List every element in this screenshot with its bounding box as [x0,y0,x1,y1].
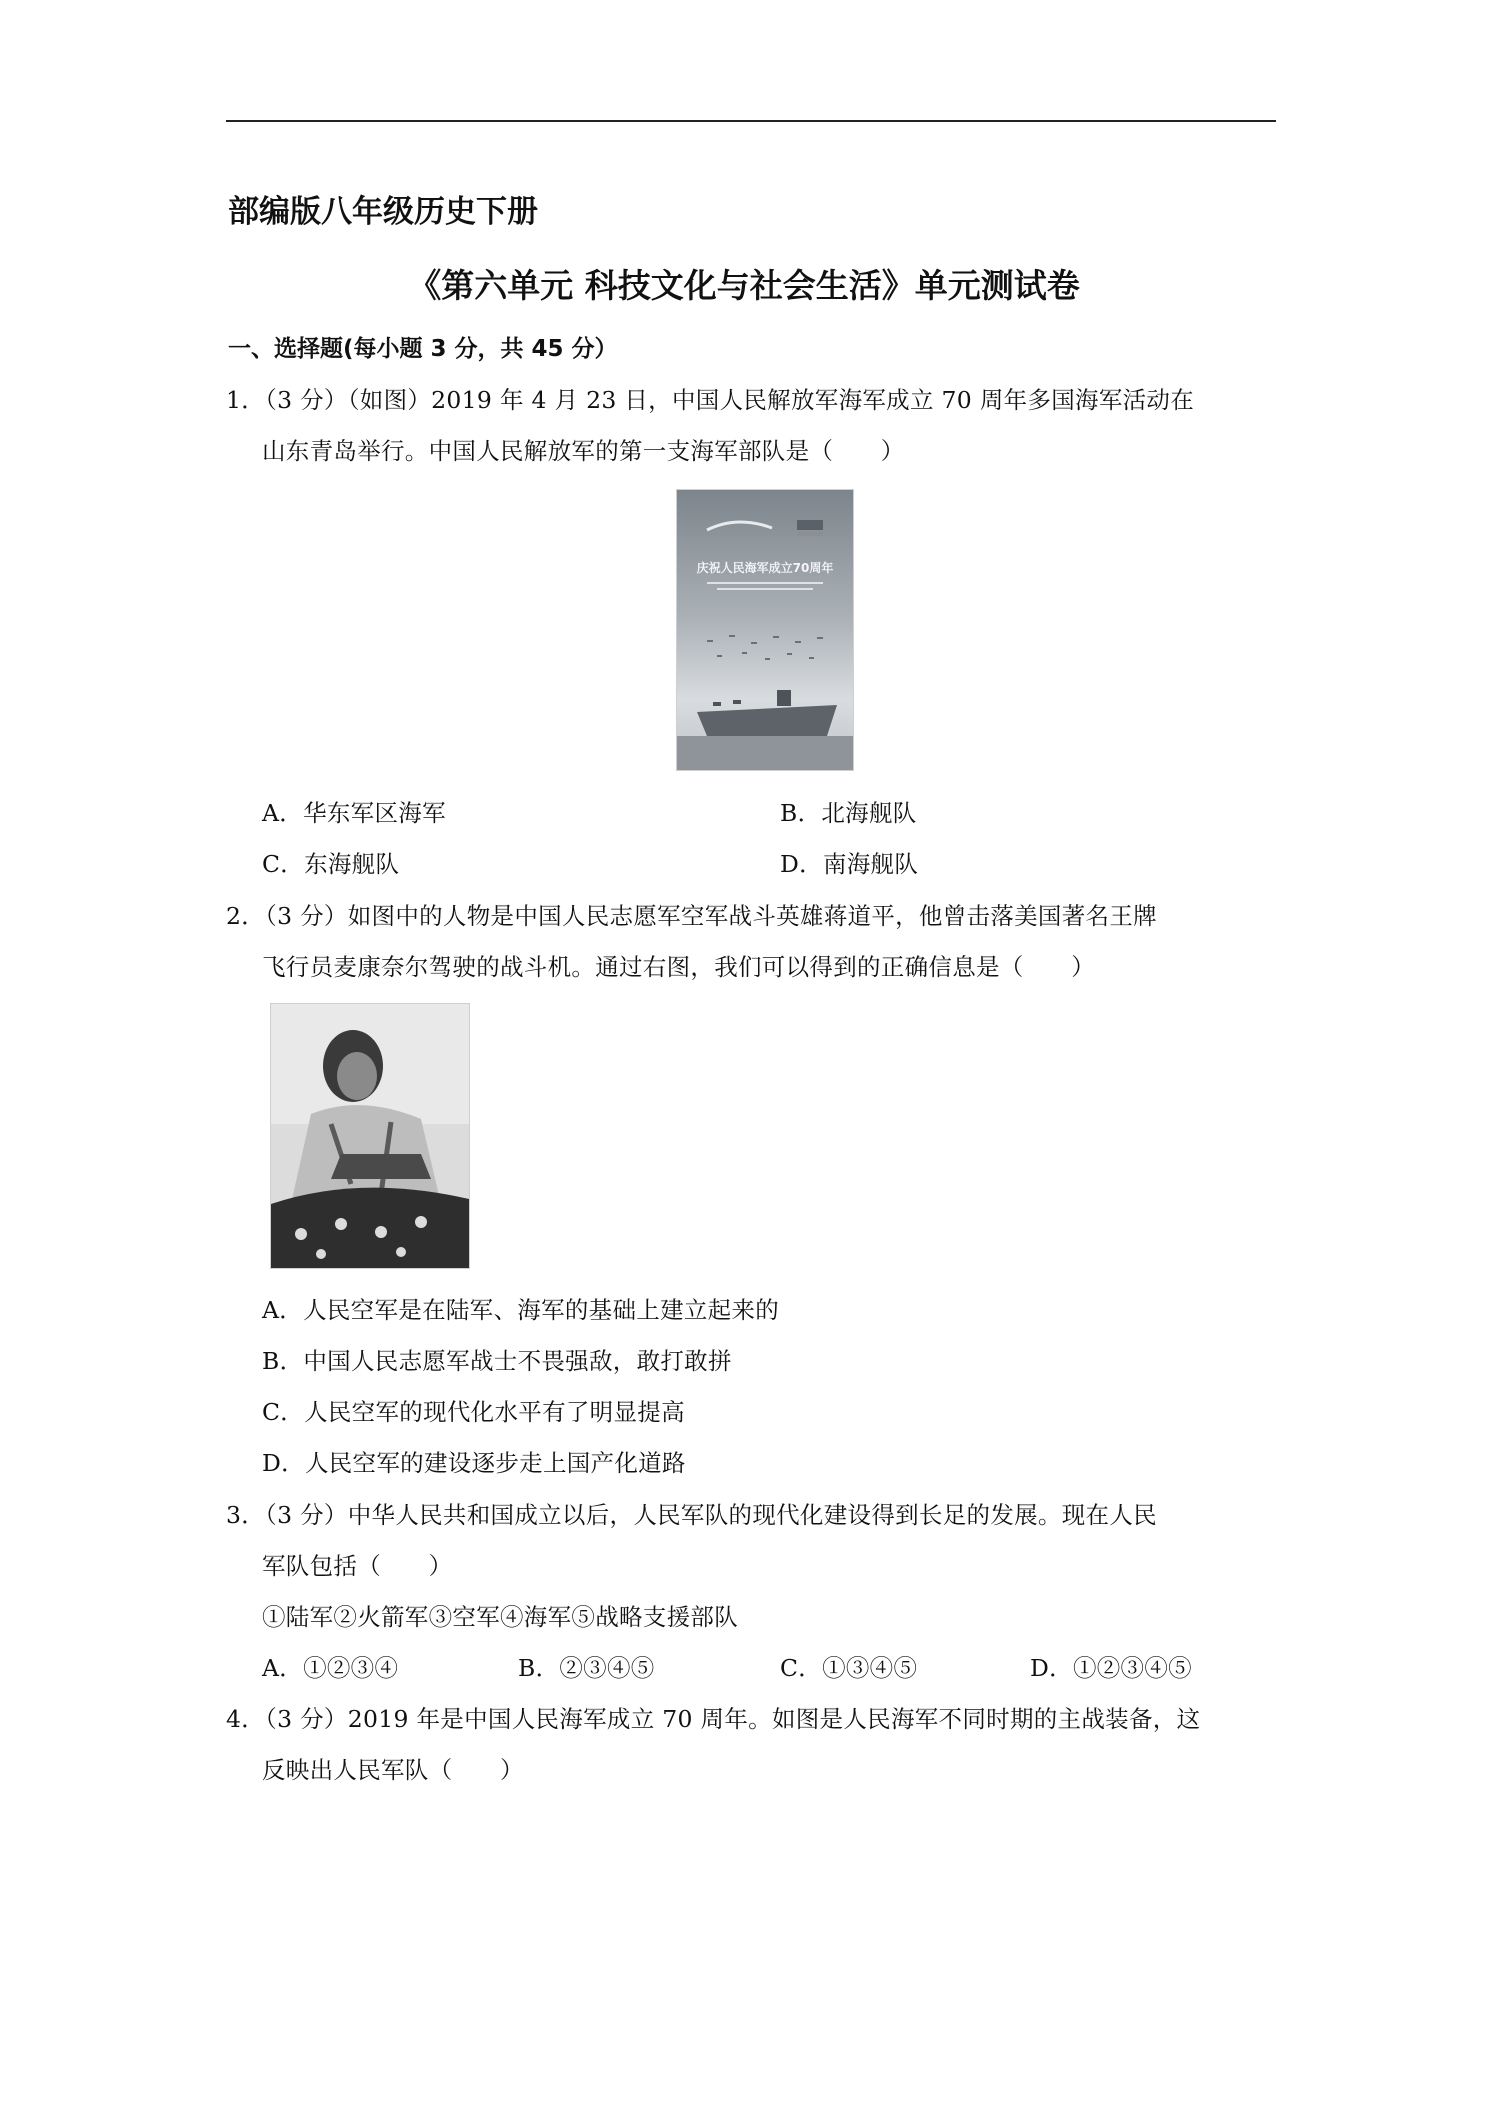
question-stem: 反映出人民军队（ ） [262,1756,524,1784]
question-items: ①陆军②火箭军③空军④海军⑤战略支援部队 [262,1603,738,1631]
option-a[interactable]: A．华东军区海军 [262,799,446,827]
option-a[interactable]: A．人民空军是在陆军、海军的基础上建立起来的 [262,1296,780,1324]
option-b[interactable]: B．北海舰队 [780,799,917,827]
navy-anniversary-poster-image [676,489,854,771]
header-rule [226,120,1276,122]
poster-caption: 庆祝人民海军成立70周年 [696,561,834,575]
option-c[interactable]: C．东海舰队 [262,850,400,878]
option-c[interactable]: C．①③④⑤ [780,1654,918,1682]
pilot-photo-image [270,1003,470,1269]
option-d[interactable]: D．南海舰队 [780,850,919,878]
question-stem: 军队包括（ ） [262,1552,453,1580]
question-stem: 飞行员麦康奈尔驾驶的战斗机。通过右图，我们可以得到的正确信息是（ ） [262,953,1095,981]
question-stem: 2．（3 分）如图中的人物是中国人民志愿军空军战斗英雄蒋道平，他曾击落美国著名王牌 [226,902,1157,930]
question-stem: 山东青岛举行。中国人民解放军的第一支海军部队是（ ） [262,437,905,465]
option-d[interactable]: D．人民空军的建设逐步走上国产化道路 [262,1449,686,1477]
question-stem: 4．（3 分）2019 年是中国人民海军成立 70 周年。如图是人民海军不同时期的主战装备，这 [226,1705,1201,1733]
option-d[interactable]: D．①②③④⑤ [1030,1654,1192,1682]
option-a[interactable]: A．①②③④ [262,1654,399,1682]
question-stem: 3．（3 分）中华人民共和国成立以后，人民军队的现代化建设得到长足的发展。现在人民 [226,1501,1157,1529]
document-subtitle: 部编版八年级历史下册 [228,194,538,230]
option-c[interactable]: C．人民空军的现代化水平有了明显提高 [262,1398,685,1426]
option-b[interactable]: B．②③④⑤ [518,1654,655,1682]
option-b[interactable]: B．中国人民志愿军战士不畏强敌，敢打敢拼 [262,1347,732,1375]
section-heading: 一、选择题(每小题 3 分，共 45 分） [228,336,618,362]
document-title: 《第六单元 科技文化与社会生活》单元测试卷 [408,266,1080,305]
question-stem: 1．（3 分）（如图）2019 年 4 月 23 日，中国人民解放军海军成立 70 周年多国海军活动在 [226,386,1195,414]
